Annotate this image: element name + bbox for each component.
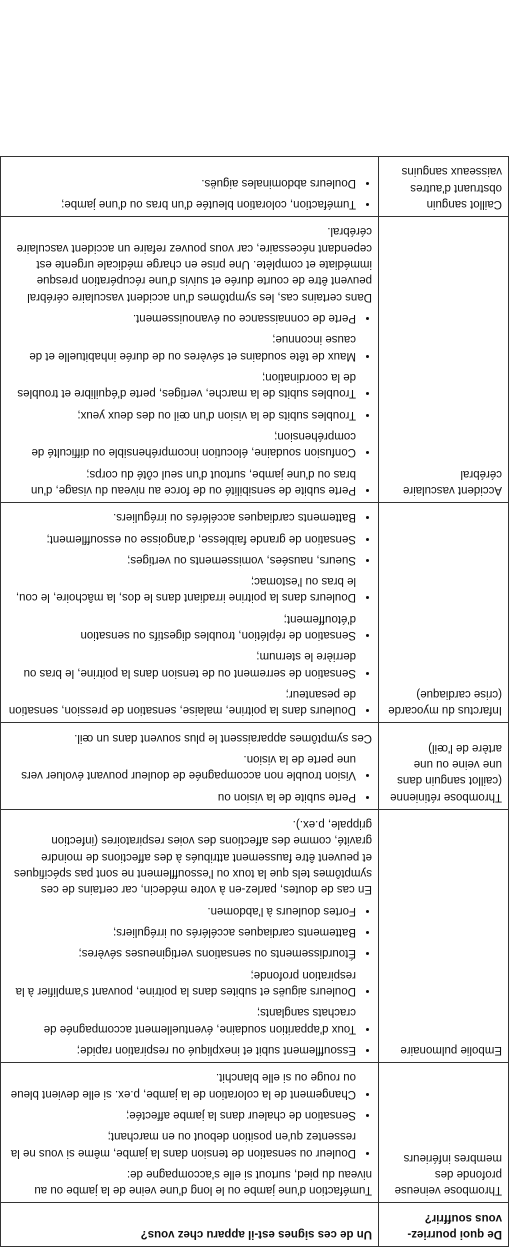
condition-cell: Thrombose veineuse profonde des membres inférieurs bbox=[379, 1063, 509, 1203]
list-item: • Sensation de grande faiblesse, d'angoisse ou essoufflement; bbox=[7, 530, 356, 546]
list-item: • Changement de la coloration de la jambe, p.ex. si elle devient bleue ou rouge ou si elle blanchit. bbox=[7, 1069, 356, 1102]
signs-cell bbox=[1, 809, 379, 1062]
list-item: • Tuméfaction, coloration bleutée d'un bras ou d'une jambe; bbox=[7, 196, 356, 212]
table-row bbox=[1, 723, 509, 809]
list-item: • Sensation de chaleur dans la jambe affectée; bbox=[7, 1107, 356, 1123]
list-item: • Perte de connaissance ou évanouissement. bbox=[7, 310, 356, 326]
list-item: • Troubles subits de la vision d'un œil ou des deux yeux; bbox=[7, 406, 356, 422]
list-item: • Toux d'apparition soudaine, éventuellement accompagnée de crachats sanglants; bbox=[7, 1004, 356, 1037]
table-row bbox=[1, 1063, 509, 1203]
list-item: • Douleur ou sensation de tension dans la jambe, même si vous ne la ressentez qu'en position debout ou en marchant; bbox=[7, 1128, 356, 1161]
table-row bbox=[1, 809, 509, 1062]
table-row bbox=[1, 156, 509, 216]
list-item: • Perte subite de sensibilité ou de force au niveau du visage, d'un bras ou d'une jambe, surtout d'un seul côté du corps; bbox=[7, 465, 356, 498]
list-item: • Sensation de serrement ou de tension dans la poitrine, le bras ou derrière le sternum; bbox=[7, 648, 356, 681]
signs-cell bbox=[1, 723, 379, 809]
list-item: • Battements cardiaques accélérés ou irréguliers; bbox=[7, 924, 356, 940]
symptom-list bbox=[7, 902, 372, 1058]
list-item: • Essoufflement subit et inexpliqué ou respiration rapide; bbox=[7, 1042, 356, 1058]
signs-cell bbox=[1, 216, 379, 502]
symptom-list bbox=[7, 1069, 372, 1161]
symptom-list bbox=[7, 310, 372, 498]
list-item: • Étourdissements ou sensations vertigineuses sévères; bbox=[7, 945, 356, 961]
symptom-list bbox=[7, 174, 372, 212]
condition-cell: Accident vasculaire cérébral bbox=[379, 216, 509, 502]
list-item: • Confusion soudaine, élocution incompréhensible ou difficulté de compréhension; bbox=[7, 428, 356, 461]
list-item: • Sensation de réplétion, troubles digestifs ou sensation d'étouffement; bbox=[7, 611, 356, 644]
condition-cell: Thrombose rétinienne (caillot sanguin dans une veine ou une artère de l'œil) bbox=[379, 723, 509, 809]
signs-note: En cas de doutes, parlez-en à votre médecin, car certains de ces symptômes tels que la toux ou l'essoufflement ne sont pas spécifiques et peuvent être faussement attribués à des affections de moindre gravité, comme des affections des voies respiratoires (infection grippale, p.ex.). bbox=[13, 818, 372, 896]
condition-cell: Infarctus du myocarde (crise cardiaque) bbox=[379, 502, 509, 723]
signs-intro: Tuméfaction d'une jambe ou le long d'une veine de la jambe ou au niveau du pied, surtout si elle s'accompagne de: bbox=[34, 1168, 372, 1197]
list-item: • Douleurs dans la poitrine irradiant dans le dos, la mâchoire, le cou, le bras ou l'estomac; bbox=[7, 573, 356, 606]
table-row bbox=[1, 216, 509, 502]
symptom-list bbox=[7, 509, 372, 719]
list-item: • Fortes douleurs à l'abdomen. bbox=[7, 902, 356, 918]
list-item: • Sueurs, nausées, vomissements ou vertiges; bbox=[7, 552, 356, 568]
list-item: • Maux de tête soudains et sévères ou de durée inhabituelle et de cause inconnue; bbox=[7, 331, 356, 364]
list-item: • Douleurs aiguës et subites dans la poitrine, pouvant s'amplifier à la respiration profonde; bbox=[7, 966, 356, 999]
list-item: • Vision trouble non accompagnée de douleur pouvant évoluer vers une perte de la vision. bbox=[7, 751, 356, 784]
signs-cell bbox=[1, 502, 379, 723]
symptom-list bbox=[7, 751, 372, 805]
list-item: • Battements cardiaques accélérés ou irréguliers. bbox=[7, 509, 356, 525]
signs-cell bbox=[1, 156, 379, 216]
table-header-row bbox=[1, 1203, 509, 1247]
table-row bbox=[1, 502, 509, 723]
list-item: • Douleurs abdominales aiguës. bbox=[7, 174, 356, 190]
signs-cell bbox=[1, 1063, 379, 1203]
signs-note: Dans certains cas, les symptômes d'un accident vasculaire cérébral peuvent être de courte durée et suivis d'une récupération presque immédiate et complète. Une prise en charge médicale urgente est cependant nécessaire, car vous pouvez refaire un accident vasculaire cérébral. bbox=[16, 225, 372, 303]
header-condition: De quoi pourriez-vous souffrir? bbox=[379, 1203, 509, 1247]
list-item: • Douleurs dans la poitrine, malaise, sensation de pression, sensation de pesanteur; bbox=[7, 686, 356, 719]
list-item: • Perte subite de la vision ou bbox=[7, 788, 356, 804]
condition-cell: Embolie pulmonaire bbox=[379, 809, 509, 1062]
symptom-table bbox=[0, 156, 509, 1247]
signs-note: Ces symptômes apparaissent le plus souvent dans un œil. bbox=[74, 731, 372, 744]
condition-cell: Caillot sanguin obstruant d'autres vaisseaux sanguins bbox=[379, 156, 509, 216]
header-signs: Un de ces signes est-il apparu chez vous? bbox=[1, 1203, 379, 1247]
list-item: • Troubles subits de la marche, vertiges, perte d'équilibre et troubles de la coordination; bbox=[7, 369, 356, 402]
